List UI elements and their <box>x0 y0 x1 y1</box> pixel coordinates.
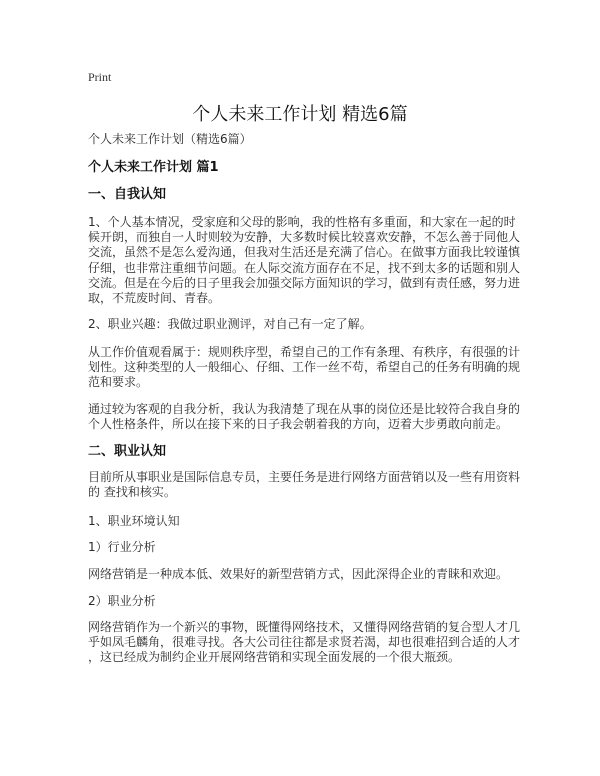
text-line: 范和要求。 <box>88 375 149 390</box>
paragraph <box>88 317 372 332</box>
paragraph <box>88 132 252 147</box>
section-heading <box>88 444 166 459</box>
page-title: 个人未来工作计划 精选6篇 <box>192 104 408 125</box>
text-line: 个人性格条件，所以在接下来的日子我会朝着我的方向，迈着大步勇敢向前走。 <box>88 417 509 432</box>
text-line: 个人未来工作计划（精选6篇） <box>88 132 252 146</box>
text-line: 乎如凤毛麟角，很难寻找。各大公司往往都是求贤若渴，却也很难招到合适的人才 <box>88 635 521 650</box>
paragraph <box>88 470 520 500</box>
text-line: 通过较为客观的自我分析，我认为我清楚了现在从事的岗位还是比较符合我自身的 <box>88 402 521 416</box>
text-line: 个人未来工作计划 篇1 <box>88 160 219 175</box>
text-line: 2）职业分析 <box>88 594 156 608</box>
text-line: 2、职业兴趣：我做过职业测评，对自己有一定了解。 <box>88 317 372 331</box>
text-line: 1、个人基本情况，受家庭和父母的影响，我的性格有多重面，和大家在一起的时 <box>88 215 516 229</box>
section-heading <box>88 160 219 175</box>
text-line: 候开朗，而独自一人时则较为安静，大多数时候比较喜欢安静，不怎么善于同他人 <box>88 230 521 245</box>
text-line: 网络营销作为一个新兴的事物，既懂得网络技术，又懂得网络营销的复合型人才几 <box>88 620 521 634</box>
text-line: 从工作价值观看属于：规则秩序型，希望自己的工作有条理、有秩序，有很强的计 <box>88 345 521 359</box>
text-line: 取，不荒废时间、青春。 <box>88 291 221 306</box>
paragraph <box>88 620 520 666</box>
text-line: 一、自我认知 <box>88 187 167 202</box>
text-line: 二、职业认知 <box>88 444 167 459</box>
paragraph <box>88 402 520 432</box>
paragraph <box>88 567 508 582</box>
text-line: 目前所从事职业是国际信息专员，主要任务是进行网络方面营销以及一些有用资料 <box>88 470 521 484</box>
text-line: 交流。但是在今后的日子里我会加强交际方面知识的学习，做到有责任感，努力进 <box>88 275 521 290</box>
paragraph <box>88 215 520 306</box>
text-line: 1、职业环境认知 <box>88 514 180 528</box>
print-link[interactable]: Print <box>88 70 112 84</box>
paragraph <box>88 514 180 529</box>
text-line: 仔细，也非常注重细节问题。在人际交流方面存在不足，找不到太多的话题和别人 <box>88 260 521 275</box>
text-line: 的 查找和核实。 <box>88 485 176 500</box>
paragraph <box>88 540 156 555</box>
paragraph <box>88 345 520 391</box>
text-line: 网络营销是一种成本低、效果好的新型营销方式，因此深得企业的青睐和欢迎。 <box>88 567 509 581</box>
text-line: 划性。这种类型的人一般细心、仔细、工作一丝不苟，希望自己的任务有明确的规 <box>88 360 521 375</box>
text-line: 1）行业分析 <box>88 540 156 554</box>
paragraph <box>88 594 156 609</box>
text-line: 交流，虽然不是怎么爱沟通，但我对生活还是充满了信心。在做事方面我比较谨慎 <box>88 245 521 260</box>
text-line: ，这已经成为制约企业开展网络营销和实现全面发展的一个很大瓶颈。 <box>88 650 461 665</box>
section-heading <box>88 187 166 202</box>
